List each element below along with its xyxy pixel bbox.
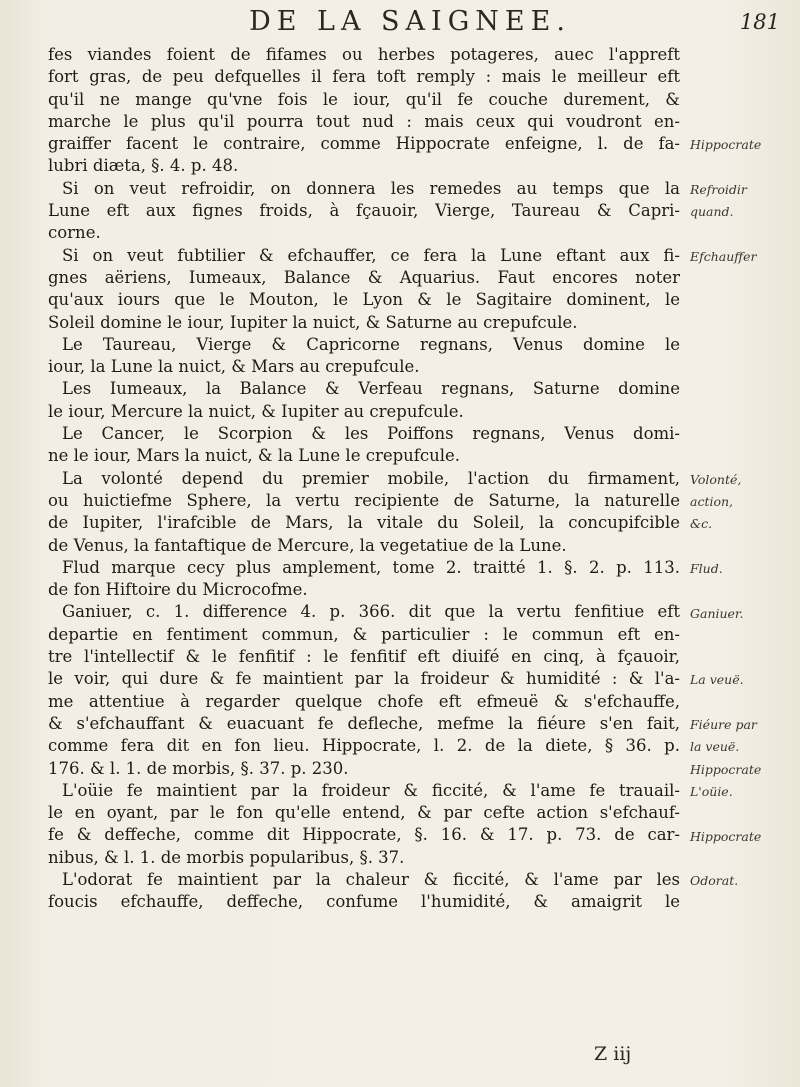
text-line: fe & deffeche, comme dit Hippocrate, §. 16. & 17. p. 73. de car- [48,825,680,845]
margin-note: Fiéure par [690,717,757,732]
margin-note: L'oüie. [690,783,733,799]
text-line: le iour, Mercure la nuict, & Iupiter au crepufcule. [48,401,464,421]
margin-note: Ganiuer. [690,605,744,621]
text-line: 176. & l. 1. de morbis, §. 37. p. 230. [48,758,349,778]
margin-note: Volonté, [690,471,742,487]
page-header [140,6,780,42]
main-text [48,44,680,914]
text-line: corne. [48,223,101,243]
margin-note: Hippocrate [690,137,762,153]
text-line: Flud marque cecy plus amplement, tome 2. traitté 1. §. 2. p. 113. [62,557,680,577]
margin-note: Hippocrate [690,828,762,844]
text-line: me attentiue à regarder quelque chofe eft efmeuë & s'efchauffe, [48,691,680,711]
text-line: & s'efchauffant & euacuant fe defleche, mefme la fiéure s'en fait, [48,713,680,733]
text-line: de Venus, la fantaftique de Mercure, la vegetatiue de la Lune. [48,535,567,555]
text-line: L'oüie fe maintient par la froideur & ficcité, & l'ame fe trauail- [62,780,680,800]
text-line: le en oyant, par le fon qu'elle entend, & par cefte action s'efchauf- [48,803,680,823]
text-line: ne le iour, Mars la nuict, & la Lune le crepufcule. [48,446,461,466]
text-line: departie en fentiment commun, & particulier : le commun eft en- [48,624,680,644]
text-line: Les Iumeaux, la Balance & Verfeau regnans, Saturne domine [62,379,680,399]
margin-note: Efchauffer [690,248,757,264]
text-line: qu'aux iours que le Mouton, le Lyon & le Sagitaire dominent, le [48,290,680,310]
text-line: graiffer facent le contraire, comme Hippocrate enfeigne, l. de fa- [48,134,680,154]
text-line: Si on veut refroidir, on donnera les remedes au temps que la [62,178,680,198]
text-line: ou huictiefme Sphere, la vertu recipiente de Saturne, la naturelle [48,490,680,510]
signature-mark: Z iij [594,1043,632,1065]
margin-note: Flud. [690,560,723,576]
text-line: gnes aëriens, Iumeaux, Balance & Aquarius. Faut encores noter [48,267,680,287]
margin-note: Hippocrate [690,761,762,777]
margin-note: Refroidir [690,181,747,197]
text-line: de fon Hiftoire du Microcofme. [48,580,308,600]
text-line: comme fera dit en fon lieu. Hippocrate, l. 2. de la diete, § 36. p. [48,736,680,756]
margin-note: Odorat. [690,873,739,889]
margin-note: La veuë. [690,672,744,688]
text-line: nibus, & l. 1. de morbis popularibus, §. 37. [48,847,405,867]
text-line: fort gras, de peu defquelles il fera toft remply : mais le meilleur eft [48,67,680,87]
text-line: Si on veut fubtilier & efchauffer, ce fera la Lune eftant aux fi- [62,245,680,265]
text-line: Le Taureau, Vierge & Capricorne regnans, Venus domine le [62,334,680,354]
text-line: La volonté depend du premier mobile, l'action du firmament, [62,468,680,488]
margin-note: la veuë. [690,739,740,755]
page-number: 181 [739,10,780,34]
text-line: de Iupiter, l'irafcible de Mars, la vitale du Soleil, la concupifcible [48,513,680,533]
text-line: tre l'intellectif & le fenfitif : le fenfitif eft diuifé en cinq, à fçauoir, [48,647,680,667]
margin-note: &c. [690,516,713,532]
text-line: foucis efchauffe, deffeche, confume l'humidité, & amaigrit le [48,892,680,912]
running-head: DE LA SAIGNEE. [249,6,571,37]
text-line: qu'il ne mange qu'vne fois le iour, qu'il fe couche durement, & [48,89,680,109]
text-line: L'odorat fe maintient par la chaleur & ficcité, & l'ame par les [62,869,680,889]
text-line: Le Cancer, le Scorpion & les Poiffons regnans, Venus domi- [62,424,680,444]
text-line: fes viandes foient de fifames ou herbes potageres, auec l'appreft [48,45,680,64]
text-line: Lune eft aux fignes froids, à fçauoir, Vierge, Taureau & Capri- [48,201,680,221]
text-line: lubri diæta, §. 4. p. 48. [48,156,239,176]
text-line: marche le plus qu'il pourra tout nud : mais ceux qui voudront en- [48,111,680,131]
text-line: iour, la Lune la nuict, & Mars au crepufcule. [48,357,420,377]
text-line: Ganiuer, c. 1. difference 4. p. 366. dit que la vertu fenfitiue eft [62,602,680,622]
margin-note: action, [690,494,734,509]
text-line: le voir, qui dure & fe maintient par la froideur & humidité : & l'a- [48,669,680,689]
text-line: Soleil domine le iour, Iupiter la nuict, & Saturne au crepufcule. [48,312,578,332]
margin-note: quand. [690,204,734,220]
